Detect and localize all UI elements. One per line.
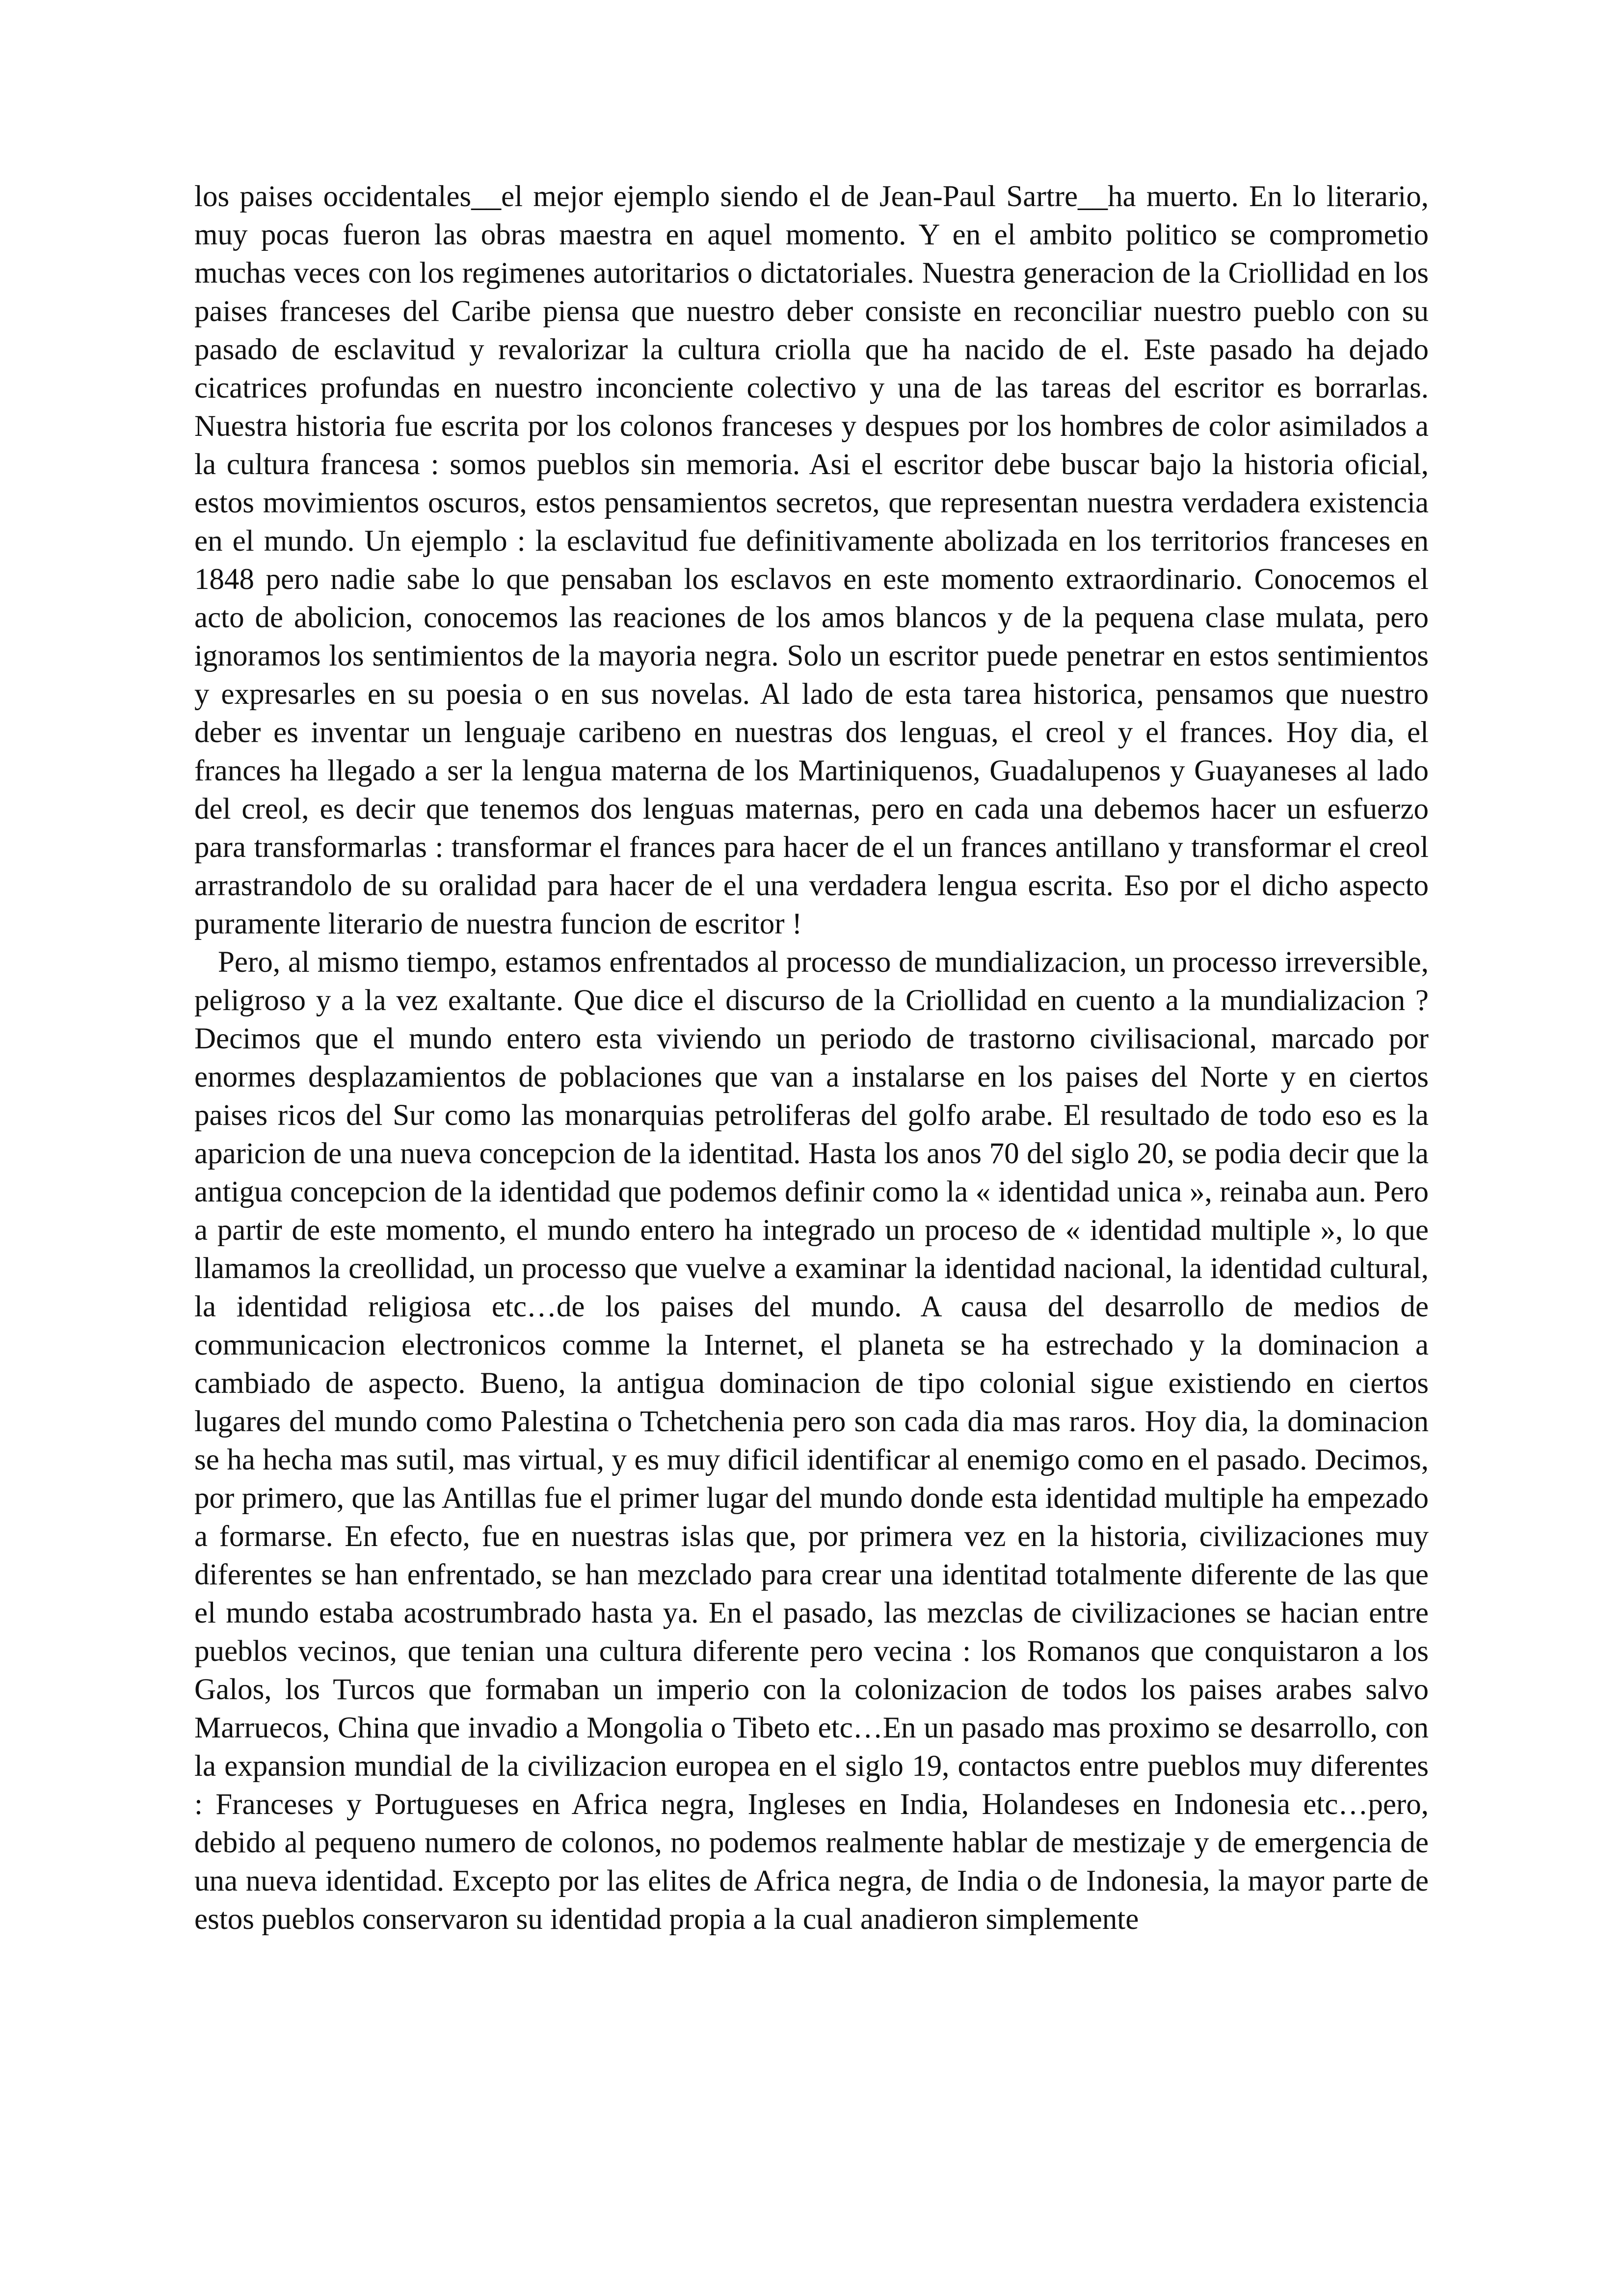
- body-text: [194, 178, 1429, 1939]
- paragraph-1: los paises occidentales__el mejor ejemplo siendo el de Jean-Paul Sartre__ha muerto. En lo literario, muy pocas fueron las obras maestra en aquel momento. Y en el ambito politico se comprometio muchas veces con los regimenes autoritarios o dictatoriales. Nuestra generacion de la Criollidad en los paises franceses del Caribe piensa que nuestro deber consiste en reconciliar nuestro pueblo con su pasado de esclavitud y revalorizar la cultura criolla que ha nacido de el. Este pasado ha dejado cicatrices profundas en nuestro inconciente colectivo y una de las tareas del escritor es borrarlas. Nuestra historia fue escrita por los colonos franceses y despues por los hombres de color asimilados a la cultura francesa : somos pueblos sin memoria. Asi el escritor debe buscar bajo la historia oficial, estos movimientos oscuros, estos pensamientos secretos, que representan nuestra verdadera existencia en el mundo. Un ejemplo : la esclavitud fue definitivamente abolizada en los territorios franceses en 1848 pero nadie sabe lo que pensaban los esclavos en este momento extraordinario. Conocemos el acto de abolicion, conocemos las reaciones de los amos blancos y de la pequena clase mulata, pero ignoramos los sentimientos de la mayoria negra. Solo un escritor puede penetrar en estos sentimientos y expresarles en su poesia o en sus novelas. Al lado de esta tarea historica, pensamos que nuestro deber es inventar un lenguaje caribeno en nuestras dos lenguas, el creol y el frances. Hoy dia, el frances ha llegado a ser la lengua materna de los Martiniquenos, Guadalupenos y Guayaneses al lado del creol, es decir que tenemos dos lenguas maternas, pero en cada una debemos hacer un esfuerzo para transformarlas : transformar el frances para hacer de el un frances antillano y transformar el creol arrastrandolo de su oralidad para hacer de el una verdadera lengua escrita. Eso por el dicho aspecto puramente literario de nuestra funcion de escritor !: [194, 180, 1429, 940]
- paragraph-2: Pero, al mismo tiempo, estamos enfrentados al processo de mundializacion, un processo irreversible, peligroso y a la vez exaltante. Que dice el discurso de la Criollidad en cuento a la mundializacion ? Decimos que el mundo entero esta viviendo un periodo de trastorno civilisacional, marcado por enormes desplazamientos de poblaciones que van a instalarse en los paises del Norte y en ciertos paises ricos del Sur como las monarquias petroliferas del golfo arabe. El resultado de todo eso es la aparicion de una nueva concepcion de la identitad. Hasta los anos 70 del siglo 20, se podia decir que la antigua concepcion de la identidad que podemos definir como la « identidad unica », reinaba aun. Pero a partir de este momento, el mundo entero ha integrado un proceso de « identidad multiple », lo que llamamos la creollidad, un processo que vuelve a examinar la identidad nacional, la identidad cultural, la identidad religiosa etc…de los paises del mundo. A causa del desarrollo de medios de communicacion electronicos comme la Internet, el planeta se ha estrechado y la dominacion a cambiado de aspecto. Bueno, la antigua dominacion de tipo colonial sigue existiendo en ciertos lugares del mundo como Palestina o Tchetchenia pero son cada dia mas raros. Hoy dia, la dominacion se ha hecha mas sutil, mas virtual, y es muy dificil identificar al enemigo como en el pasado. Decimos, por primero, que las Antillas fue el primer lugar del mundo donde esta identidad multiple ha empezado a formarse. En efecto, fue en nuestras islas que, por primera vez en la historia, civilizaciones muy diferentes se han enfrentado, se han mezclado para crear una identitad totalmente diferente de las que el mundo estaba acostrumbrado hasta ya. En el pasado, las mezclas de civilizaciones se hacian entre pueblos vecinos, que tenian una cultura diferente pero vecina : los Romanos que conquistaron a los Galos, los Turcos que formaban un imperio con la colonizacion de todos los paises arabes salvo Marruecos, China que invadio a Mongolia o Tibeto etc…En un pasado mas proximo se desarrollo, con la expansion mundial de la civilizacion europea en el siglo 19, contactos entre pueblos muy diferentes : Franceses y Portugueses en Africa negra, Ingleses en India, Holandeses en Indonesia etc…pero, debido al pequeno numero de colonos, no podemos realmente hablar de mestizaje y de emergencia de una nueva identidad. Excepto por las elites de Africa negra, de India o de Indonesia, la mayor parte de estos pueblos conservaron su identidad propia a la cual anadieron simplemente: [194, 946, 1429, 1936]
